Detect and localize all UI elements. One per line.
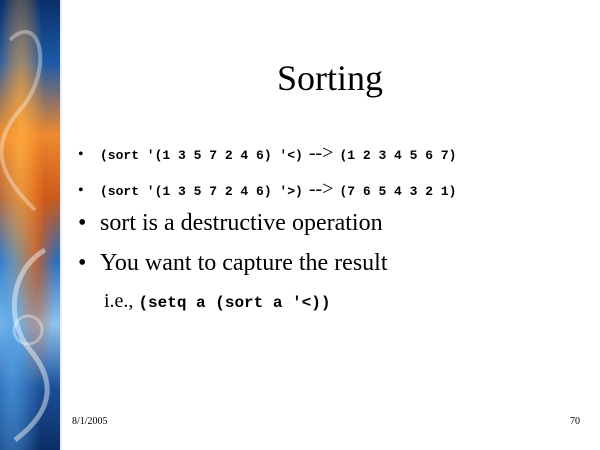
code-sort-ascending: (sort '(1 3 5 7 2 4 6) '<) bbox=[100, 148, 303, 163]
arrow-text: --> bbox=[308, 142, 334, 164]
result-ascending: (1 2 3 4 5 6 7) bbox=[339, 148, 457, 163]
footer-date: 8/1/2005 bbox=[72, 416, 108, 427]
sub-bullet-example bbox=[104, 290, 330, 313]
code-sort-descending: (sort '(1 3 5 7 2 4 6) '>) bbox=[100, 184, 303, 199]
slide-title: Sorting bbox=[276, 58, 383, 98]
bullet-glyph: • bbox=[78, 250, 87, 276]
bullet-glyph: • bbox=[78, 146, 84, 163]
sub-prefix: i.e., bbox=[104, 290, 134, 312]
bullet-item-sort-descending bbox=[78, 178, 456, 201]
footer-page-number: 70 bbox=[570, 416, 580, 427]
arrow-text: --> bbox=[308, 178, 334, 200]
decorative-swirl bbox=[0, 0, 60, 450]
code-setq-example: (setq a (sort a '<)) bbox=[138, 294, 331, 312]
bullet-item-sort-ascending bbox=[78, 142, 456, 165]
bullet-text: sort is a destructive operation bbox=[100, 210, 383, 236]
bullet-glyph: • bbox=[78, 210, 87, 236]
bullet-glyph: • bbox=[78, 182, 84, 199]
bullet-item-destructive bbox=[78, 210, 383, 237]
decorative-side-art bbox=[0, 0, 60, 450]
bullet-item-capture-result bbox=[78, 250, 388, 277]
result-descending: (7 6 5 4 3 2 1) bbox=[339, 184, 457, 199]
bullet-text: You want to capture the result bbox=[100, 250, 388, 276]
